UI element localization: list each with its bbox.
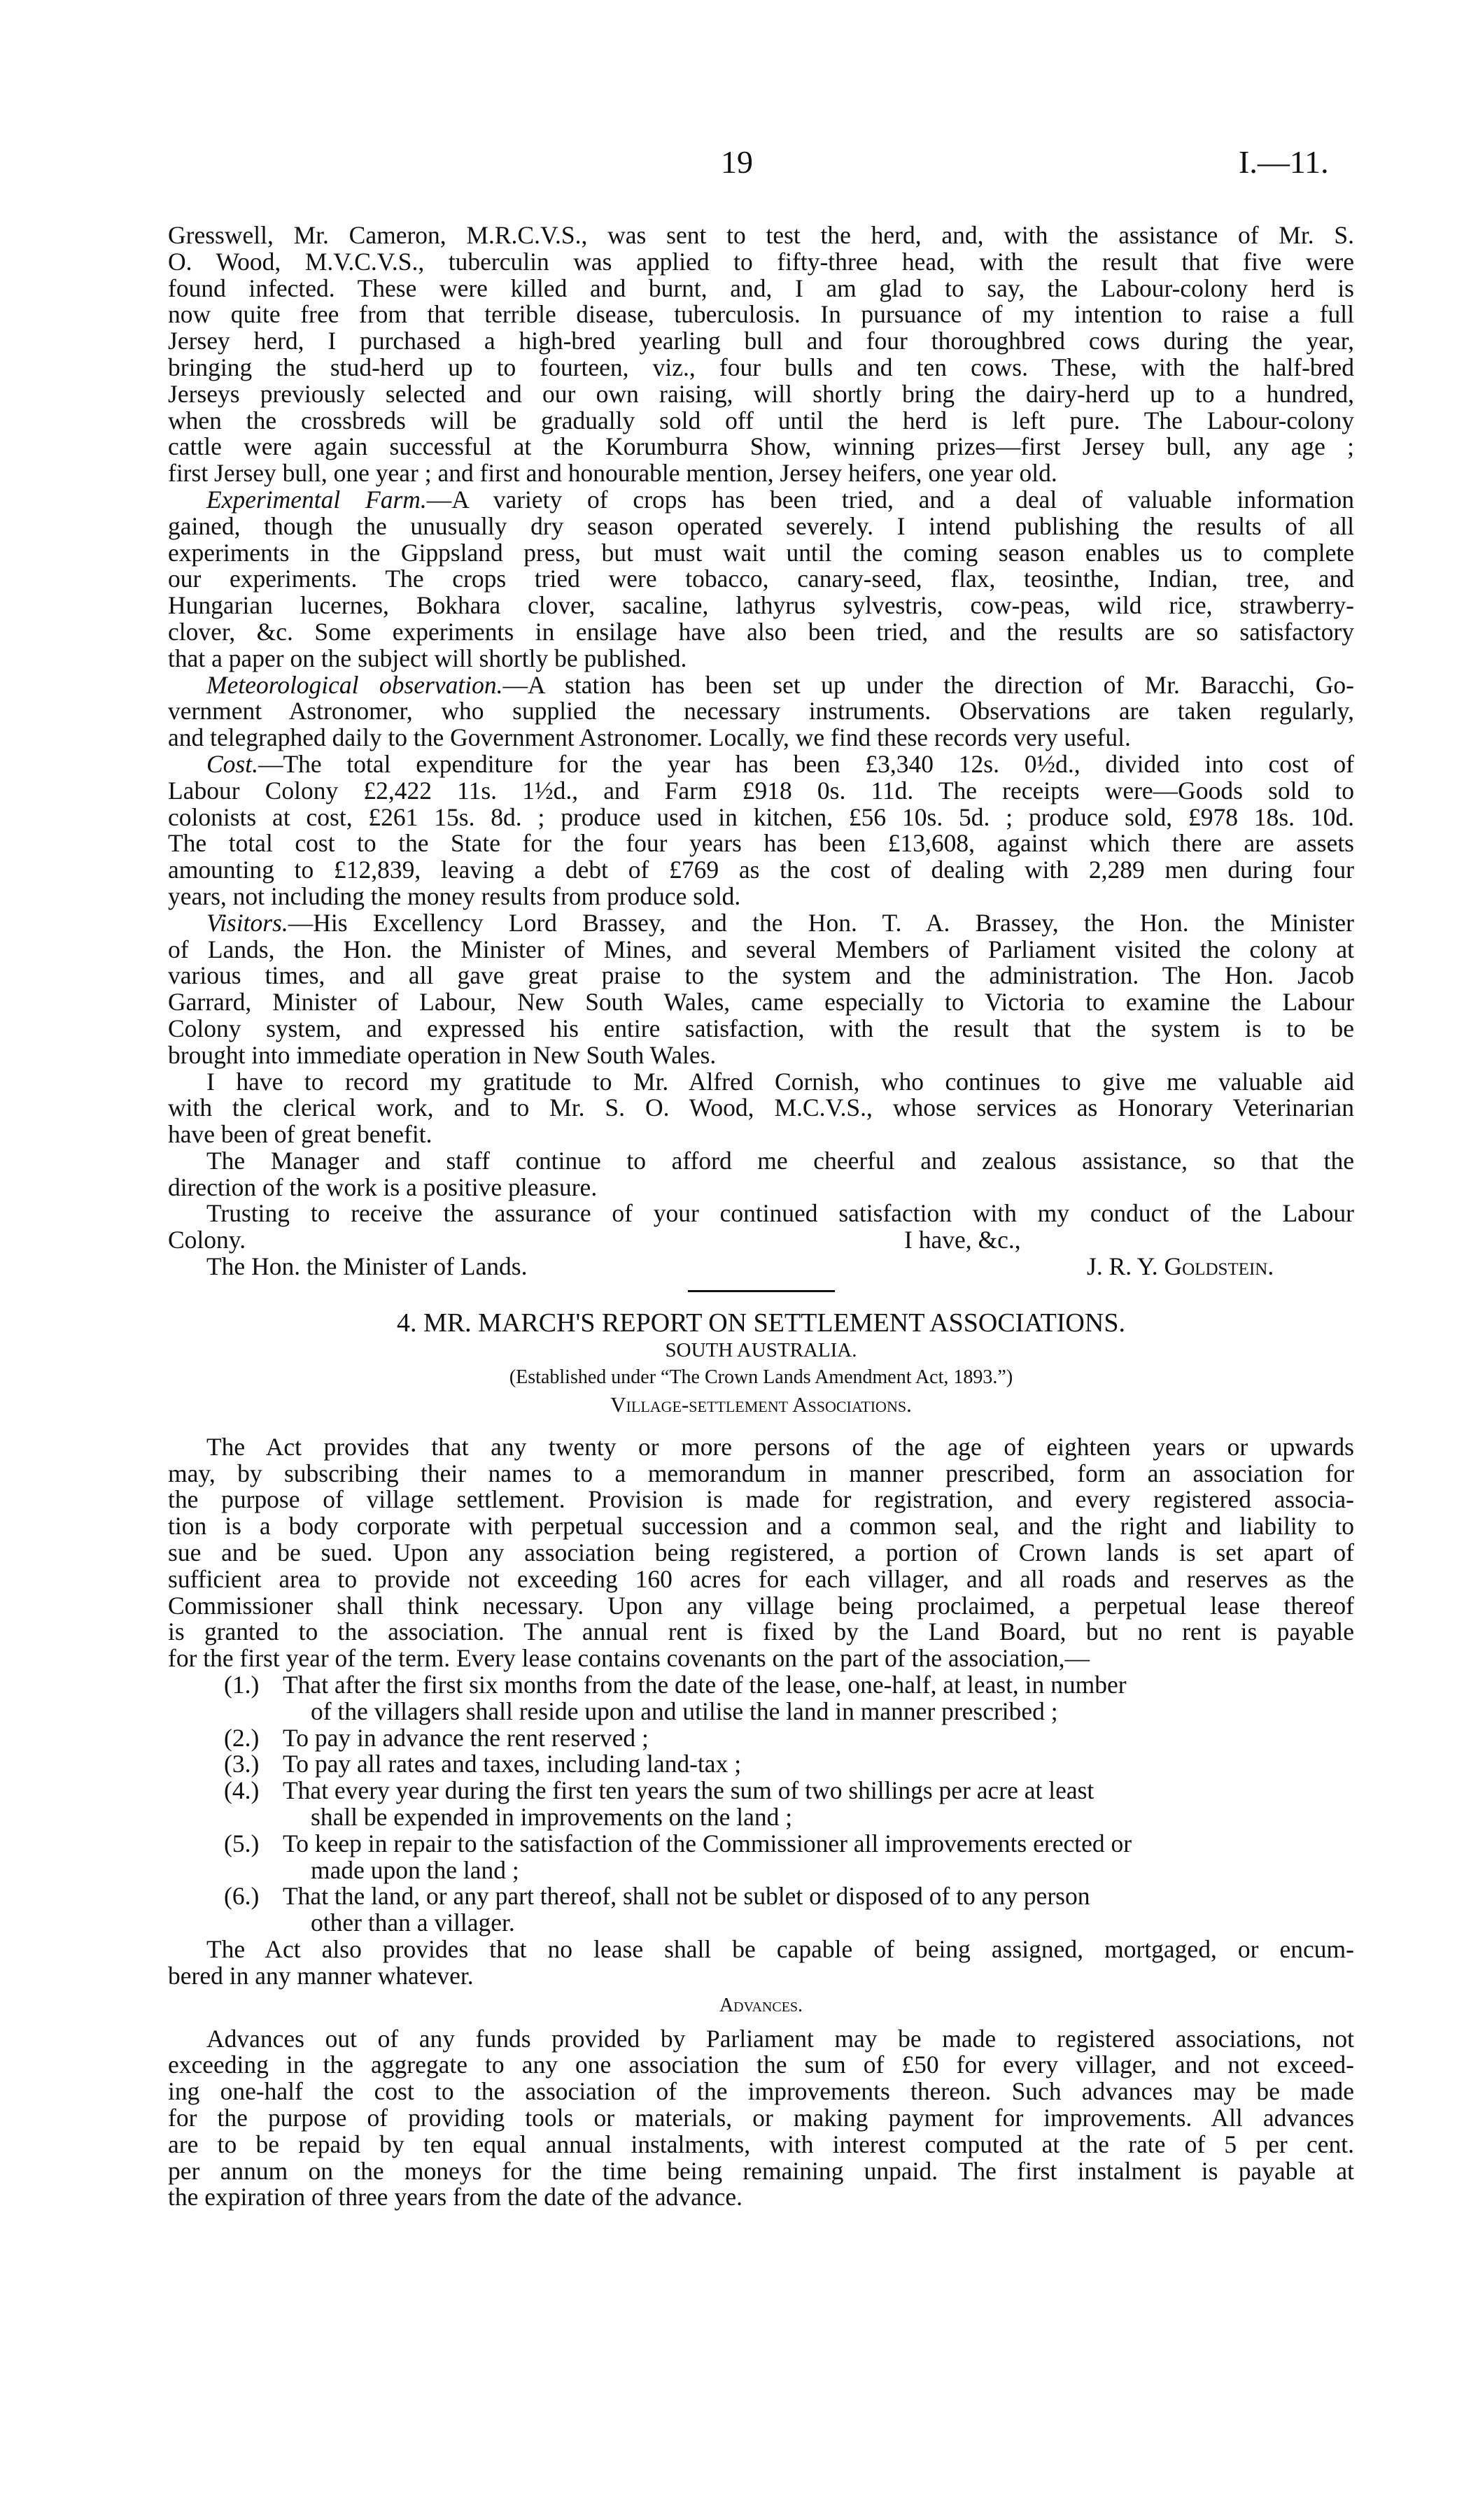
closing-addressee: The Hon. the Minister of Lands. — [206, 1252, 528, 1281]
text-line — [168, 1016, 1354, 1042]
text-line — [168, 1148, 1354, 1175]
covenant-text: To pay all rates and taxes, including land-tax ; — [283, 1750, 742, 1778]
paragraph — [168, 222, 1354, 487]
line-text: Advances out of any funds provided by Parliament may be made to registered associations, not — [206, 2024, 1354, 2053]
paragraph — [168, 1069, 1354, 1148]
text-line — [168, 1095, 1354, 1121]
covenant-item-line — [168, 1857, 1354, 1884]
text-line — [168, 1540, 1354, 1566]
line-text: Colony system, and expressed his entire satisfaction, with the result that the system is to be — [168, 1014, 1354, 1042]
text-line — [168, 1593, 1354, 1620]
text-line — [168, 963, 1354, 989]
text-line — [168, 646, 1354, 672]
line-text: I have to record my gratitude to Mr. Alfred Cornish, who continues to give me valuable aid — [206, 1067, 1354, 1096]
village-settlement-intro — [168, 1434, 1354, 1672]
advances-paragraph — [168, 2026, 1354, 2211]
line-text: first Jersey bull, one year ; and first and honourable mention, Jersey heifers, one year old. — [168, 459, 1057, 488]
line-text: the purpose of village settlement. Provision is made for registration, and every registered associa- — [168, 1485, 1354, 1514]
document-reference: I.—11. — [1239, 144, 1329, 180]
covenant-text: That the land, or any part thereof, shall not be sublet or disposed of to any person — [283, 1882, 1090, 1911]
covenant-item-line — [168, 1883, 1354, 1910]
section-subheading: Village-settlement Associations. — [610, 1392, 912, 1417]
paragraph — [168, 751, 1354, 910]
text-line — [168, 2158, 1354, 2185]
line-text: —The total expenditure for the year has been £3,340 12s. 0½d., divided into cost of — [258, 749, 1354, 778]
covenant-number: (4.) — [224, 1776, 260, 1805]
text-line — [168, 1042, 1354, 1069]
covenant-text: made upon the land ; — [311, 1855, 519, 1884]
line-text: ing one-half the cost to the association of the improvements thereon. Such advances may be made — [168, 2077, 1354, 2106]
text-line — [168, 222, 1354, 249]
text-line — [168, 698, 1354, 725]
line-text: with the clerical work, and to Mr. S. O. Wood, M.C.V.S., whose services as Honorary Veterinarian — [168, 1093, 1354, 1122]
covenant-item-line — [168, 1804, 1354, 1831]
text-line — [168, 1619, 1354, 1645]
text-line — [168, 511, 1354, 540]
paragraph — [168, 1201, 1354, 1227]
closing-line-2 — [168, 1254, 1354, 1280]
text-line — [168, 434, 1354, 460]
line-text: the expiration of three years from the date of the advance. — [168, 2183, 743, 2211]
text-line — [168, 2079, 1354, 2105]
covenants-list — [168, 1672, 1354, 1937]
text-line — [168, 487, 1354, 514]
covenant-text: To pay in advance the rent reserved ; — [283, 1723, 649, 1752]
text-line — [168, 857, 1354, 884]
line-text: Labour Colony £2,422 11s. 1½d., and Farm £918 0s. 11d. The receipts were—Goods sold to — [168, 776, 1354, 805]
covenant-text: of the villagers shall reside upon and utilise the land in manner prescribed ; — [311, 1697, 1058, 1725]
text-line — [168, 1121, 1354, 1148]
text-line — [168, 778, 1354, 805]
line-text: tion is a body corporate with perpetual succession and a common seal, and the right and liability to — [168, 1512, 1354, 1541]
line-text: bered in any manner whatever. — [168, 1961, 474, 1990]
text-line — [168, 2105, 1354, 2132]
line-text: The Manager and staff continue to afford me cheerful and zealous assistance, so that the — [206, 1146, 1354, 1175]
section-region: SOUTH AUSTRALIA. — [665, 1338, 857, 1361]
paragraph-lead: Experimental Farm. — [206, 485, 427, 514]
text-line — [168, 593, 1354, 619]
covenant-item-line — [168, 1725, 1354, 1752]
line-text: Garrard, Minister of Labour, New South Wales, came especially to Victoria to examine the Labour — [168, 988, 1354, 1017]
line-text: amounting to £12,839, leaving a debt of £769 as the cost of dealing with 2,289 men during four — [168, 856, 1354, 884]
line-text: sufficient area to provide not exceeding 160 acres for each villager, and all roads and reserves as the — [168, 1564, 1354, 1593]
page-number: 19 — [721, 144, 753, 180]
text-line — [168, 2184, 1354, 2211]
line-text: brought into immediate operation in New South Wales. — [168, 1040, 717, 1069]
text-line — [168, 276, 1354, 302]
line-text: are to be repaid by ten equal annual instalments, with interest computed at the rate of 5 per cent. — [168, 2130, 1354, 2158]
text-line — [168, 1434, 1354, 1461]
line-text: direction of the work is a positive pleasure. — [168, 1173, 598, 1201]
text-line — [168, 1487, 1354, 1513]
text-line — [168, 1645, 1354, 1672]
line-text: and telegraphed daily to the Government Astronomer. Locally, we find these records very useful. — [168, 723, 1131, 752]
text-line — [168, 884, 1354, 910]
text-line — [168, 802, 1354, 831]
paragraph — [168, 910, 1354, 1069]
text-line — [168, 355, 1354, 381]
line-text: Jerseys previously selected and our own raising, will shortly bring the dairy-herd up to a hundred, — [168, 379, 1354, 408]
line-text: gained, though the unusually dry season operated severely. I intend publishing the results of all — [168, 511, 1354, 540]
text-line — [168, 1566, 1354, 1593]
closing-colony: Colony. — [168, 1226, 246, 1254]
line-text: years, not including the money results from produce sold. — [168, 882, 741, 910]
text-line — [168, 302, 1354, 328]
line-text: colonists at cost, £261 15s. 8d. ; produce used in kitchen, £56 10s. 5d. ; produce sold, £978 18s. 10d. — [168, 802, 1354, 831]
text-line — [168, 830, 1354, 857]
covenant-item-line — [168, 1831, 1354, 1857]
covenant-text: other than a villager. — [311, 1909, 515, 1937]
text-line — [168, 328, 1354, 355]
line-text: now quite free from that terrible disease, tuberculosis. In pursuance of my intention to raise a full — [168, 300, 1354, 329]
text-line — [168, 1069, 1354, 1096]
covenant-text: To keep in repair to the satisfaction of the Commissioner all improvements erected or — [283, 1829, 1132, 1857]
line-text: The Act provides that any twenty or more persons of the age of eighteen years or upwards — [206, 1432, 1354, 1461]
line-text: for the purpose of providing tools or materials, or making payment for improvements. All advances — [168, 2104, 1354, 2132]
text-line — [168, 2132, 1354, 2158]
text-line — [168, 672, 1354, 699]
text-line — [168, 725, 1354, 751]
covenant-number: (6.) — [224, 1882, 260, 1911]
line-text: found infected. These were killed and burnt, and, I am glad to say, the Labour-colony herd is — [168, 274, 1354, 302]
paragraph-lead: Cost. — [206, 749, 258, 778]
text-line — [168, 910, 1354, 937]
text-line — [168, 566, 1354, 593]
paragraph — [168, 487, 1354, 672]
line-text: —A variety of crops has been tried, and a deal of valuable information — [426, 485, 1354, 514]
line-text: when the crossbreds will be gradually sold off until the herd is left pure. The Labour-colony — [168, 406, 1354, 434]
line-text: various times, and all gave great praise to the system and the administration. The Hon. Jacob — [168, 961, 1354, 990]
paragraph — [168, 672, 1354, 751]
line-text: cattle were again successful at the Korumburra Show, winning prizes—first Jersey bull, any age ; — [168, 432, 1354, 461]
covenant-item-line — [168, 1778, 1354, 1804]
line-text: sue and be sued. Upon any association being registered, a portion of Crown lands is set apart of — [168, 1538, 1354, 1567]
line-text: clover, &c. Some experiments in ensilage have also been tried, and the results are so satisfactory — [168, 617, 1354, 646]
text-line — [168, 249, 1354, 276]
line-text: Commissioner shall think necessary. Upon any village being proclaimed, a perpetual lease thereof — [168, 1591, 1354, 1620]
text-line — [168, 989, 1354, 1016]
text-line — [168, 460, 1354, 487]
covenant-number: (5.) — [224, 1829, 260, 1857]
section-established: (Established under “The Crown Lands Amendment Act, 1893.”) — [509, 1366, 1013, 1388]
line-text: is granted to the association. The annual rent is fixed by the Land Board, but no rent is payable — [168, 1618, 1354, 1646]
covenant-item-line — [168, 1699, 1354, 1725]
covenant-item-line — [168, 1910, 1354, 1937]
paragraph-lead: Meteorological observation. — [206, 670, 503, 699]
covenant-text: That after the first six months from the date of the lease, one-half, at least, in number — [283, 1671, 1127, 1699]
covenant-number: (2.) — [224, 1723, 260, 1752]
covenant-number: (1.) — [224, 1671, 260, 1699]
line-text: —A station has been set up under the direction of Mr. Baracchi, Go- — [502, 670, 1354, 699]
covenant-item-line — [168, 1751, 1354, 1778]
section-divider — [688, 1290, 835, 1292]
paragraph — [168, 1148, 1354, 1201]
goldstein-report-section — [168, 222, 1354, 1227]
closing-i-have: I have, &c., — [904, 1226, 1021, 1254]
lease-assignment-paragraph — [168, 1937, 1354, 1990]
advances-heading: Advances. — [719, 1994, 803, 2016]
text-line — [168, 1937, 1354, 1963]
line-text: Gresswell, Mr. Cameron, M.R.C.V.S., was sent to test the herd, and, with the assistance of Mr. S. — [168, 221, 1354, 249]
document-body — [168, 222, 1354, 2211]
line-text: Trusting to receive the assurance of your continued satisfaction with my conduct of the Labour — [206, 1199, 1354, 1228]
line-text: that a paper on the subject will shortly be published. — [168, 644, 687, 672]
line-text: Jersey herd, I purchased a high-bred yearling bull and four thoroughbred cows during the year, — [168, 327, 1354, 355]
text-line — [168, 408, 1354, 434]
text-line — [168, 1513, 1354, 1540]
closing-signature: J. R. Y. Goldstein. — [1087, 1252, 1274, 1281]
line-text: —His Excellency Lord Brassey, and the Hon. T. A. Brassey, the Hon. the Minister — [288, 908, 1354, 937]
text-line — [168, 1175, 1354, 1201]
line-text: The Act also provides that no lease shall be capable of being assigned, mortgaged, or encum- — [206, 1935, 1354, 1964]
line-text: our experiments. The crops tried were tobacco, canary-seed, flax, teosinthe, Indian, tree, and — [168, 565, 1354, 593]
text-line — [168, 751, 1354, 778]
text-line — [168, 540, 1354, 567]
text-line — [168, 381, 1354, 408]
text-line — [168, 1201, 1354, 1227]
text-line — [168, 1461, 1354, 1487]
covenant-text: shall be expended in improvements on the land ; — [311, 1803, 793, 1832]
text-line — [168, 2052, 1354, 2079]
line-text: exceeding in the aggregate to any one association the sum of £50 for every villager, and not exceed- — [168, 2051, 1354, 2079]
text-line — [168, 2026, 1354, 2053]
line-text: The total cost to the State for the four years has been £13,608, against which there are assets — [168, 829, 1354, 858]
covenant-number: (3.) — [224, 1750, 260, 1778]
covenant-item-line — [168, 1672, 1354, 1699]
line-text: have been of great benefit. — [168, 1120, 432, 1149]
line-text: per annum on the moneys for the time being remaining unpaid. The first instalment is payable at — [168, 2156, 1354, 2185]
text-line — [168, 619, 1354, 646]
text-line — [168, 937, 1354, 963]
line-text: bringing the stud-herd up to fourteen, viz., four bulls and ten cows. These, with the half-bred — [168, 353, 1354, 381]
closing-line-1 — [168, 1227, 1354, 1254]
line-text: experiments in the Gippsland press, but must wait until the coming season enables us to complete — [168, 538, 1354, 567]
line-text: for the first year of the term. Every lease contains covenants on the part of the association,— — [168, 1644, 1090, 1673]
text-line — [168, 1963, 1354, 1990]
line-text: Hungarian lucernes, Bokhara clover, sacaline, lathyrus sylvestris, cow-peas, wild rice, strawberry- — [168, 591, 1354, 620]
covenant-text: That every year during the first ten years the sum of two shillings per acre at least — [283, 1776, 1095, 1805]
line-text: of Lands, the Hon. the Minister of Mines, and several Members of Parliament visited the colony at — [168, 935, 1354, 963]
line-text: vernment Astronomer, who supplied the necessary instruments. Observations are taken regularly, — [168, 697, 1354, 725]
line-text: may, by subscribing their names to a memorandum in manner prescribed, form an association for — [168, 1459, 1354, 1487]
line-text: O. Wood, M.V.C.V.S., tuberculin was applied to fifty-three head, with the result that five were — [168, 247, 1354, 276]
section-title: 4. MR. MARCH'S REPORT ON SETTLEMENT ASSOCIATIONS. — [397, 1308, 1125, 1338]
paragraph-lead: Visitors. — [206, 908, 288, 937]
